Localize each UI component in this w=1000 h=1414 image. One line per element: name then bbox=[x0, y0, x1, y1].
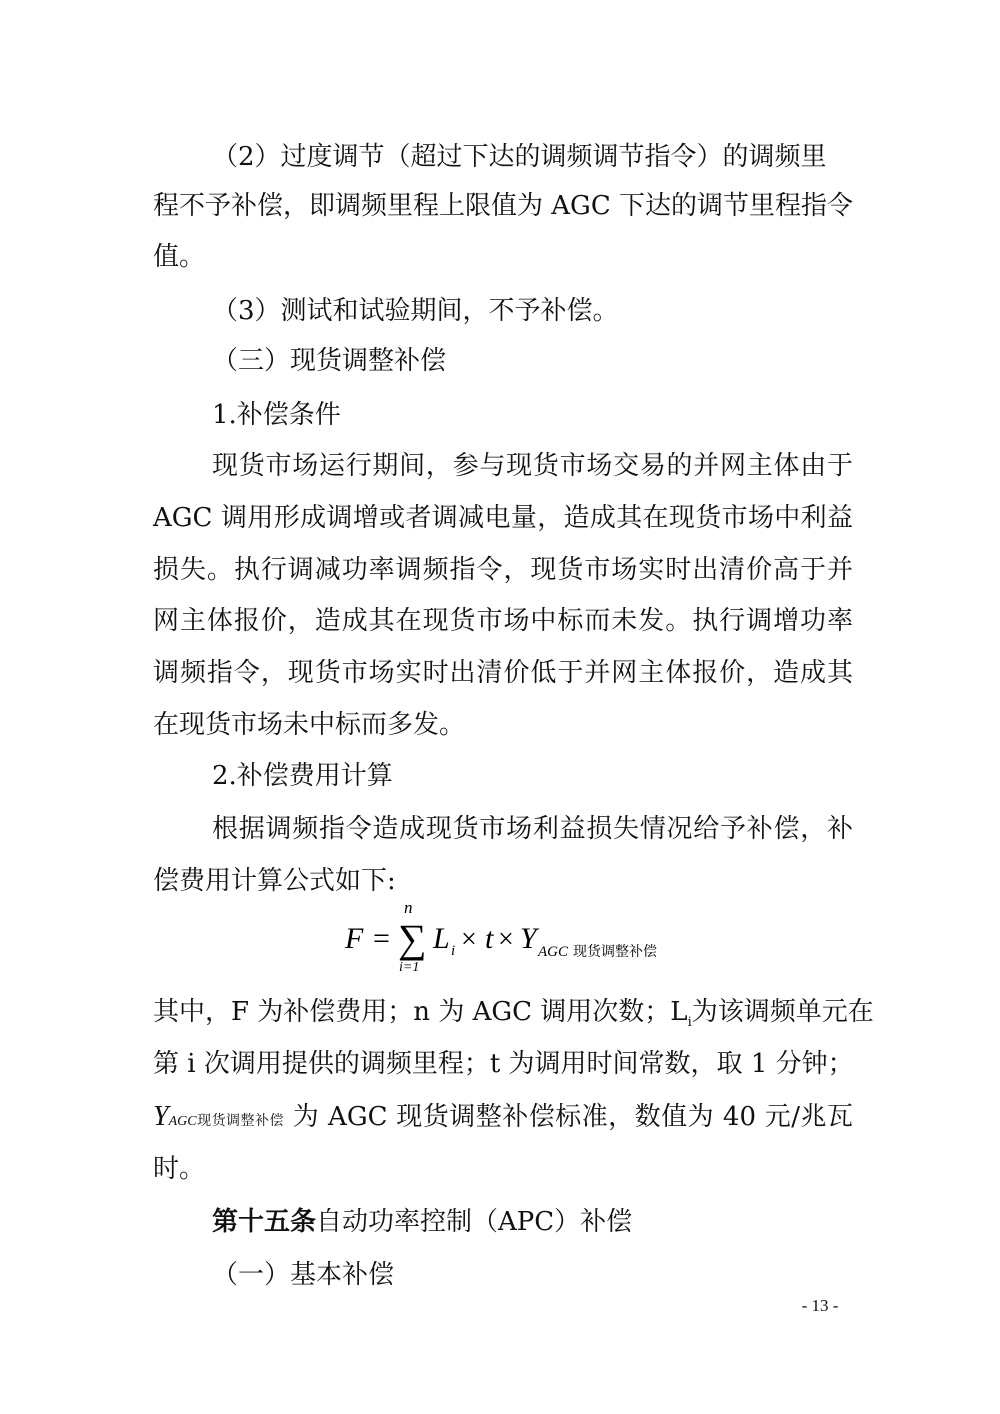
line-15: 偿费用计算公式如下: bbox=[153, 866, 396, 896]
line-20-rest: 自动功率控制（APC）补偿 bbox=[316, 1207, 633, 1237]
line-11: 调频指令，现货市场实时出清价低于并网主体报价，造成其 bbox=[153, 658, 853, 688]
line-18-Y: Y bbox=[153, 1101, 169, 1132]
line-14: 根据调频指令造成现货市场利益损失情况给予补偿，补 bbox=[212, 814, 853, 844]
page-number: - 13 - bbox=[801, 1296, 839, 1315]
formula-sum-lower: i=1 bbox=[399, 960, 420, 973]
line-16-text: 其中，F 为补偿费用；n 为 AGC 调用次数；L bbox=[153, 997, 688, 1027]
formula-Y-sub-italic: AGC bbox=[538, 944, 568, 960]
compensation-formula bbox=[340, 893, 700, 973]
line-5: （三）现货调整补偿 bbox=[212, 346, 447, 376]
line-13: 2.补偿费用计算 bbox=[212, 761, 393, 791]
line-3: 值。 bbox=[153, 242, 206, 272]
line-8: AGC 调用形成调增或者调减电量，造成其在现货市场中利益 bbox=[153, 503, 853, 533]
formula-sum: ∑ bbox=[398, 916, 427, 961]
formula-sum-upper: n bbox=[404, 898, 413, 917]
line-18-sub-text: 现货调整补偿 bbox=[196, 1113, 285, 1129]
line-17: 第 i 次调用提供的调频里程；t 为调用时间常数，取 1 分钟； bbox=[153, 1049, 854, 1079]
formula-L: L bbox=[433, 922, 450, 955]
line-19: 时。 bbox=[153, 1154, 206, 1184]
article-heading: 第十五条 bbox=[212, 1207, 317, 1237]
line-20 bbox=[212, 1205, 853, 1239]
line-18 bbox=[153, 1100, 853, 1139]
line-12: 在现货市场未中标而多发。 bbox=[153, 710, 466, 740]
formula-lhs: F bbox=[345, 922, 364, 955]
formula-Y: Y bbox=[520, 922, 537, 955]
line-2: 程不予补偿，即调频里程上限值为 AGC 下达的调节里程指令 bbox=[153, 191, 853, 221]
formula-times-1: × bbox=[461, 924, 477, 955]
line-6: 1.补偿条件 bbox=[212, 400, 341, 430]
line-16-sub: i bbox=[687, 1015, 692, 1031]
formula-Y-sub-text: 现货调整补偿 bbox=[573, 944, 657, 960]
line-9: 损失。执行调减功率调频指令，现货市场实时出清价高于并 bbox=[153, 555, 853, 585]
line-16-rest: 为该调频单元在 bbox=[691, 997, 874, 1027]
line-10: 网主体报价，造成其在现货市场中标而未发。执行调增功率 bbox=[153, 606, 853, 636]
line-18-rest: 为 AGC 现货调整补偿标准，数值为 40 元/兆瓦 bbox=[284, 1102, 853, 1132]
formula-L-sub: i bbox=[451, 943, 456, 959]
line-18-sub-italic: AGC bbox=[168, 1114, 197, 1129]
line-16 bbox=[153, 995, 874, 1040]
line-4: （3）测试和试验期间，不予补偿。 bbox=[212, 296, 619, 326]
line-18-sub bbox=[169, 1113, 284, 1129]
line-1: （2）过度调节（超过下达的调频调节指令）的调频里 bbox=[212, 142, 827, 172]
line-21: （一）基本补偿 bbox=[212, 1260, 395, 1290]
formula-eq: = bbox=[373, 922, 390, 955]
formula-t: t bbox=[485, 922, 494, 955]
formula-times-2: × bbox=[498, 924, 514, 955]
line-7: 现货市场运行期间，参与现货市场交易的并网主体由于 bbox=[212, 451, 853, 481]
